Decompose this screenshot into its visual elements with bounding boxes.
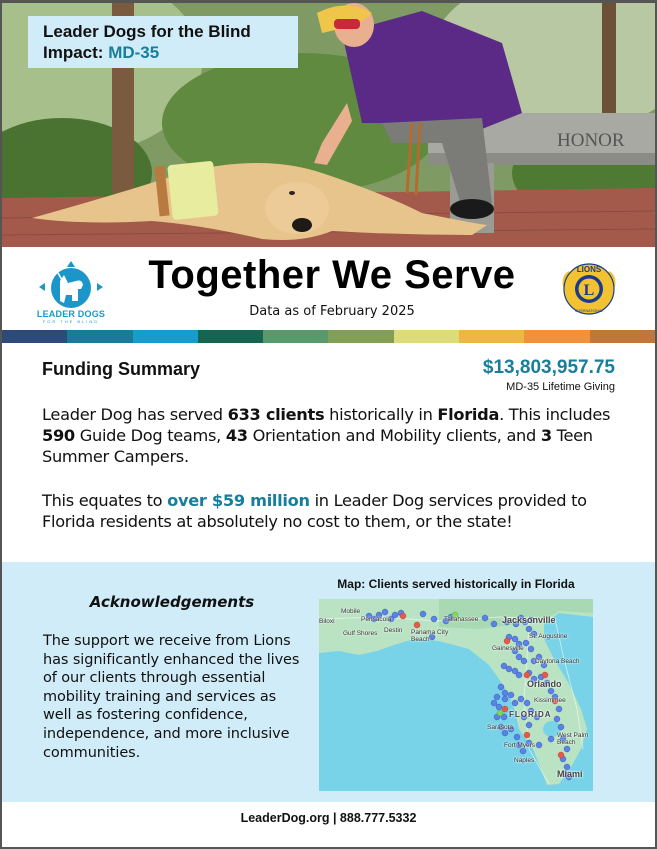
text: Leader Dog has served: [42, 405, 228, 424]
org-name: Leader Dogs for the Blind: [43, 22, 251, 41]
leader-dogs-logo-text: LEADER DOGS: [36, 309, 106, 319]
stripe: [263, 330, 328, 343]
text: Teen Summer Campers.: [42, 426, 593, 466]
acknowledgements-body: The support we receive from Lions has significantly enhanced the lives of our clients through essential mobility training and services as well as fostering confidence, independence, and more inclusive communities.: [43, 633, 300, 761]
svg-text:HONOR: HONOR: [557, 130, 625, 151]
data-date: Data as of February 2025: [249, 304, 415, 319]
map-label-pensacola: Pensacola: [361, 616, 392, 623]
district-code: MD-35: [108, 43, 160, 62]
map-label-gulf-shores: Gulf Shores: [343, 630, 378, 637]
map-label-biloxi: Biloxi: [319, 618, 335, 625]
leader-dogs-logo: [36, 261, 106, 325]
map-label-panama-city-beach: Panama City Beach: [411, 629, 449, 643]
stripe: [590, 330, 655, 343]
lions-emblem-icon: [559, 259, 619, 319]
map-label-tallahassee: Tallahassee: [444, 616, 479, 623]
services-value-highlight: over $59 million: [167, 491, 310, 510]
services-value-paragraph: [42, 490, 632, 532]
header-band: [2, 247, 655, 327]
stripe: [459, 330, 524, 343]
hero-photo: [2, 3, 655, 247]
text: Guide Dog teams,: [74, 426, 226, 445]
map-label-naples: Naples: [514, 757, 535, 764]
map-label-destin: Destin: [384, 627, 403, 634]
map-label-fort-myers: Fort Myers: [504, 742, 536, 749]
florida-map-graphic: [319, 599, 593, 791]
impact-label: Impact:: [43, 43, 109, 62]
stripe: [67, 330, 132, 343]
stripe: [328, 330, 393, 343]
teen-campers-count: 3: [540, 426, 552, 445]
text: . This includes: [499, 405, 611, 424]
lifetime-giving-amount: $13,803,957.75: [482, 357, 615, 378]
clients-served-paragraph: [42, 404, 632, 467]
om-clients-count: 43: [225, 426, 248, 445]
map-title: Map: Clients served historically in Florida: [337, 577, 575, 591]
map-label-jacksonville: Jacksonville: [502, 615, 556, 625]
map-label-gainesville: Gainesville: [492, 645, 524, 652]
text: in Leader Dog services provided to Florida residents at absolutely no cost to them, or the state!: [42, 491, 587, 531]
florida-clients-map[interactable]: [319, 599, 593, 791]
map-label-miami: Miami: [557, 769, 583, 779]
svg-text:INTERNATIONAL: INTERNATIONAL: [574, 309, 604, 313]
map-label-sarasota: Sarasota: [487, 724, 514, 731]
stripe: [524, 330, 589, 343]
map-label-kissimmee: Kissimmee: [534, 697, 566, 704]
footer-contact: LeaderDog.org | 888.777.5332: [240, 811, 417, 825]
map-label-st-augustine: St. Augustine: [529, 633, 568, 640]
map-label-mobile: Mobile: [341, 608, 361, 615]
svg-text:LIONS: LIONS: [576, 265, 602, 274]
leader-dogs-logo-subtext: FOR THE BLIND: [42, 319, 100, 324]
lifetime-giving-label: MD-35 Lifetime Giving: [506, 381, 615, 393]
map-label-west-palm-beach: West Palm Beach: [557, 732, 589, 746]
acknowledgements-map-panel: [2, 562, 655, 802]
funding-summary-heading: Funding Summary: [42, 359, 201, 379]
impact-line: [43, 42, 298, 63]
text: historically in: [324, 405, 438, 424]
acknowledgements-heading: Acknowledgements: [89, 593, 255, 611]
map-label-daytona-beach: Daytona Beach: [535, 658, 580, 665]
lions-international-logo: [559, 259, 619, 319]
map-label-orlando: Orlando: [527, 679, 562, 689]
map-label-florida: FLORIDA: [509, 710, 552, 719]
total-clients: 633 clients: [227, 405, 325, 424]
color-stripe-bar: [2, 330, 655, 343]
text: This equates to: [42, 491, 168, 510]
text: Orientation and Mobility clients, and: [247, 426, 541, 445]
svg-text:L: L: [583, 282, 595, 299]
stripe: [133, 330, 198, 343]
stripe: [394, 330, 459, 343]
state-name: Florida: [437, 405, 500, 424]
stripe: [2, 330, 67, 343]
guide-dog-teams-count: 590: [42, 426, 75, 445]
title-box: [28, 16, 298, 68]
page-title: Together We Serve: [148, 253, 516, 297]
stripe: [198, 330, 263, 343]
leader-dogs-emblem-icon: [36, 261, 106, 311]
